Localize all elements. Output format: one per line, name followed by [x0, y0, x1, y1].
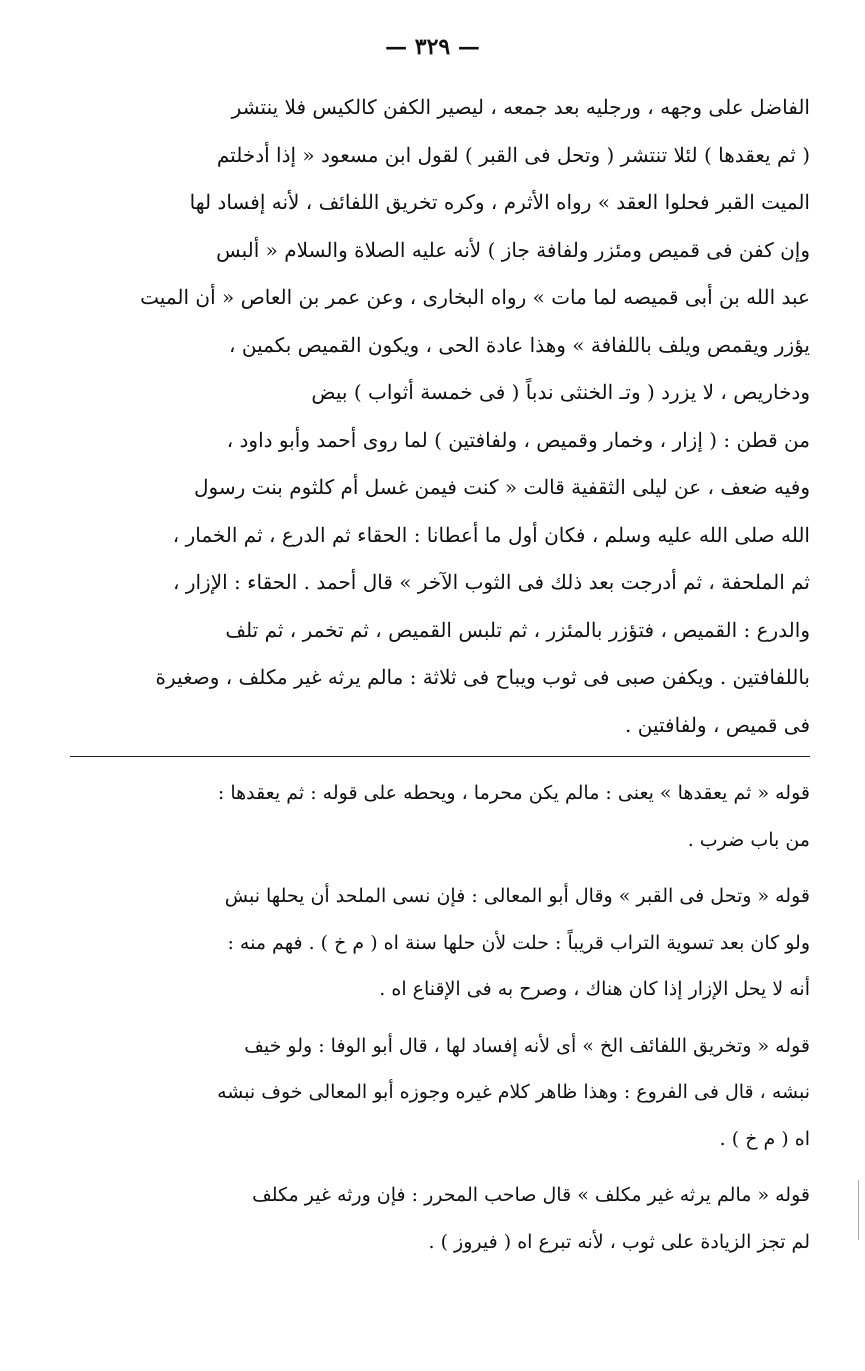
- paragraph-gap: [70, 1162, 810, 1172]
- main-text-line: الفاضل على وجهه ، ورجليه بعد جمعه ، ليصير الكفن كالكيس فلا ينتشر: [231, 95, 810, 119]
- footnote-paragraph: [70, 770, 810, 863]
- main-text-line: ثم الملحفة ، ثم أدرجت بعد ذلك فى الثوب الآخر » قال أحمد . الحقاء : الإزار ،: [173, 570, 810, 594]
- page-edge-mark: [858, 1180, 859, 1240]
- footnote-line: قوله « وتخريق اللفائف الخ » أى لأنه إفساد لها ، قال أبو الوفا : ولو خيف: [244, 1034, 810, 1057]
- footnote-line: قوله « وتحل فى القبر » وقال أبو المعالى : فإن نسى الملحد أن يحلها نبش: [224, 885, 810, 907]
- footnotes: [70, 770, 810, 1265]
- footnote-paragraph: [70, 1172, 810, 1265]
- footnote-line: ولو كان بعد تسوية التراب قريباً : حلت لأن حلها سنة اه ( م خ ) . فهم منه :: [227, 931, 810, 954]
- footnote-line: أنه لا يحل الإزار إذا كان هناك ، وصرح به فى الإقناع اه .: [379, 978, 810, 1000]
- footnote-line: من باب ضرب .: [687, 828, 810, 851]
- footnote-divider: [70, 756, 810, 757]
- main-text-line: ( ثم يعقدها ) لئلا تنتشر ( وتحل فى القبر ) لقول ابن مسعود « إذا أدخلتم: [216, 142, 810, 167]
- footnote-line: قوله « ثم يعقدها » يعنى : مالم يكن محرما ، ويحطه على قوله : ثم يعقدها :: [217, 782, 810, 804]
- main-text: [70, 84, 810, 749]
- main-text-line: وإن كفن فى قميص ومئزر ولفافة جاز ) لأنه عليه الصلاة والسلام « ألبس: [216, 237, 810, 262]
- footnote-line: قوله « مالم يرثه غير مكلف » قال صاحب المحرر : فإن ورثه غير مكلف: [252, 1184, 810, 1206]
- main-text-line: عبد الله بن أبى قميصه لما مات » رواه البخارى ، وعن عمر بن العاص « أن الميت: [140, 285, 810, 309]
- paragraph-gap: [70, 863, 810, 873]
- footnote-line: نبشه ، قال فى الفروع : وهذا ظاهر كلام غيره وجوزه أبو المعالى خوف نبشه: [217, 1081, 810, 1103]
- footnote-line: اه ( م خ ) .: [719, 1127, 810, 1150]
- main-text-line: الميت القبر فحلوا العقد » رواه الأثرم ، وكره تخريق اللفائف ، لأنه إفساد لها: [189, 190, 810, 214]
- page-number: — ٣٢٩ —: [385, 34, 480, 60]
- main-text-line: فى قميص ، ولفافتين .: [625, 712, 810, 737]
- main-text-line: يؤزر ويقمص ويلف باللفافة » وهذا عادة الحى ، ويكون القميص بكمين ،: [229, 332, 810, 357]
- footnote-paragraph: [70, 873, 810, 1013]
- main-text-line: والدرع : القميص ، فتؤزر بالمئزر ، ثم تلبس القميص ، ثم تخمر ، ثم تلف: [225, 617, 810, 642]
- main-text-line: ودخاريص ، لا يزرد ( وتـ الخنثى ندباً ( فى خمسة أثواب ) بيض: [311, 380, 810, 404]
- main-text-line: الله صلى الله عليه وسلم ، فكان أول ما أعطانا : الحقاء ثم الدرع ، ثم الخمار ،: [172, 522, 810, 547]
- main-text-line: من قطن : ( إزار ، وخمار وقميص ، ولفافتين ) لما روى أحمد وأبو داود ،: [226, 427, 810, 452]
- main-text-line: وفيه ضعف ، عن ليلى الثقفية قالت « كنت فيمن غسل أم كلثوم بنت رسول: [193, 475, 810, 499]
- footnote-line: لم تجز الزيادة على ثوب ، لأنه تبرع اه ( فيروز ) .: [428, 1230, 810, 1253]
- footnote-paragraph: [70, 1023, 810, 1163]
- paragraph-gap: [70, 1013, 810, 1023]
- main-text-line: باللفافتين . ويكفن صبى فى ثوب ويباح فى ثلاثة : مالم يرثه غير مكلف ، وصغيرة: [155, 665, 810, 689]
